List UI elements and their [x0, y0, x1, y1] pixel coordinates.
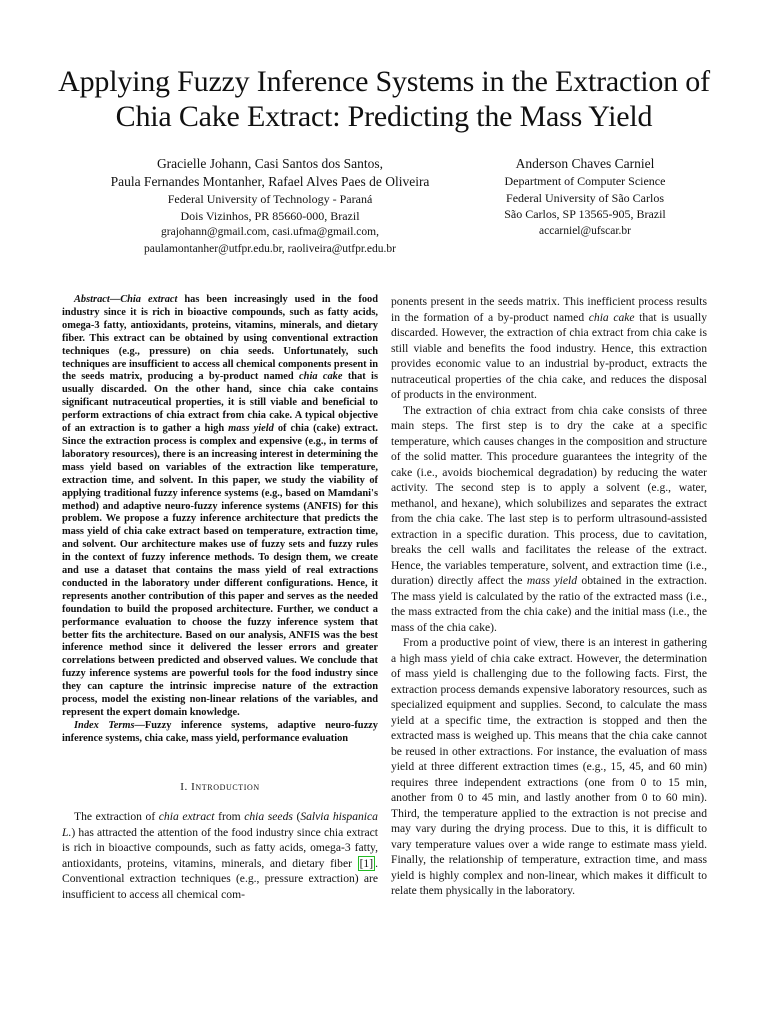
abstract-dash: — [109, 294, 121, 305]
abstract-text-5: mass yield [228, 423, 274, 435]
abstract-text-3: chia cake [299, 371, 343, 383]
authors-block-right [470, 155, 700, 239]
abstract-text-1: Chia extract [120, 294, 178, 305]
index-terms-label: Index Terms [74, 719, 135, 731]
intro-text: ( [292, 810, 301, 824]
email-line-1: grajohann@gmail.com, casi.ufma@gmail.com, [161, 226, 379, 238]
intro-text: . Conventional extraction techniques (e.g., pressure extraction) are insufficient to access all chemical com- [62, 856, 378, 901]
email: accarniel@ufscar.br [539, 224, 631, 237]
intro-text: The extraction of chia extract from chia cake consists of three main steps. The first step is to dry the cake at a specific temperature, which causes changes in the composition and structure of the solid matter. This procedure guarantees the integrity of the cake (i.e., avoids biochemical degradation) by reducing the water activity. The second step is to apply a solvent (e.g., water, methanol, and hexane), which solubilizes and separates the extract from the chia cake. The last step is to perform ultrasound-assisted extraction in a specific duration. This process, due to cavitation, breaks the cell walls and facilitates the release of the extract. Hence, the variables temperature, solvent, and extraction time (i.e., duration) directly affect the [391, 403, 707, 587]
right-column [391, 294, 707, 899]
left-column [62, 294, 378, 902]
index-terms-dash: — [134, 719, 145, 731]
index-terms [62, 720, 378, 746]
abstract [62, 294, 378, 720]
citation-link[interactable]: [1] [359, 856, 374, 870]
intro-text: ) has attracted the attention of the food industry since chia extract is rich in bioactive compounds, such as fatty acids, omega-3 fatty, antioxidants, proteins, vitamins, minerals, and dietary fiber [62, 825, 378, 870]
intro-italic: Salvia hispanica L. [62, 810, 378, 839]
section-number: I. [180, 780, 188, 793]
intro-italic: chia seeds [244, 810, 293, 824]
affiliation-line-2: Dois Vizinhos, PR 85660-000, Brazil [180, 208, 360, 223]
intro-paragraph-1 [62, 809, 378, 902]
index-terms-text: Fuzzy inference systems, adaptive neuro-fuzzy inference systems, chia cake, mass yield, performance evaluation [62, 719, 378, 744]
intro-text: The extraction of [74, 810, 159, 824]
email-line-2: paulamontanher@utfpr.edu.br, raoliveira@utfpr.edu.br [144, 242, 396, 255]
intro-paragraph-2 [391, 403, 707, 636]
author-name: Anderson Chaves Carniel [515, 156, 655, 171]
affiliation-line-1: Federal University of Technology - Paraná [167, 192, 373, 206]
intro-text: ponents present in the seeds matrix. This inefficient process results in the formation of a by-product named [391, 295, 707, 324]
intro-text: obtained in the extraction. The mass yield is calculated by the ratio of the extracted mass (i.e., the mass extracted from the chia cake) and the initial mass (i.e., the mass of the chia cake). [391, 574, 707, 634]
author-names-line-2: Paula Fernandes Montanher, Rafael Alves Paes de Oliveira [110, 174, 430, 189]
location: São Carlos, SP 13565-905, Brazil [504, 207, 666, 221]
section-name: Introduction [191, 780, 260, 793]
section-heading-introduction [62, 780, 378, 796]
intro-italic: chia extract [158, 810, 215, 824]
abstract-text-4: that is usually discarded. On the other hand, since chia cake contains significant nutraceutical properties, it is still viable and beneficial to perform extractions of chia extract from chia cake. A typical objective of an extraction is to gather a high [62, 371, 378, 435]
abstract-text-2: has been increasingly used in the food industry since it is rich in bioactive compounds, such as fatty acids, omega-3 fatty, antioxidants, proteins, vitamins, minerals, and dietary fiber. This extract can be obtained by using conventional extraction techniques (e.g., pressure) on chia seeds. Unfortunately, such techniques are insufficient to access all chemical components present in the seeds matrix, producing a by-product named [62, 294, 378, 383]
intro-text: from [214, 810, 245, 824]
intro-italic: mass yield [526, 574, 578, 587]
abstract-text-6: of chia (cake) extract. Since the extraction process is complex and expensive (e.g., in terms of laboratory resources), there is an increasing interest in determining the mass yield based on variables of the extraction like temperature, extraction time, and solvent. In this paper, we study the viability of applying traditional fuzzy inference systems (e.g., based on Mamdani's method) and adaptive neuro-fuzzy inference systems (ANFIS) for this problem. We propose a fuzzy inference architecture that predicts the mass yield of chia cake extract based on temperature, extraction time, and solvent. Our architecture makes use of fuzzy sets and fuzzy rules in the context of fuzzy inference methods. To design them, we create and use a dataset that contains the mass yield of real extractions conducted in the laboratory under different configurations. Hence, it represents another contribution of this paper and serves as the needed foundation to build the proposed architecture. Further, we conduct a performance evaluation to choose the fuzzy inference system that better fits the architecture. Based on our analysis, ANFIS was the best inference method since it delivered the lesser errors and greater correlations between predicted and observed values. We conclude that fuzzy inference systems are powerful tools for the food industry since they can capture the intrinsic imprecise nature of the extraction process, model the existing non-linear relations of the variables, and represent the expert domain knowledge. [62, 423, 379, 718]
intro-text: that is usually discarded. However, the extraction of chia extract from chia cake is still viable and benefits the food industry. Hence, this extraction provides economic value to an industrial by-product, extracts the nutraceutical properties of the chia cake, and reduces the disposal of products in the environment. [391, 310, 707, 401]
authors-block-left [70, 155, 470, 257]
author-names-line-1: Gracielle Johann, Casi Santos dos Santos, [156, 156, 384, 171]
intro-paragraph-continued [391, 294, 707, 403]
university: Federal University of São Carlos [506, 190, 664, 205]
department: Department of Computer Science [504, 174, 666, 188]
intro-italic: chia cake [588, 310, 635, 324]
abstract-label: Abstract [74, 294, 110, 305]
intro-paragraph-3: From a productive point of view, there is an interest in gathering a high mass yield of chia cake extract. However, the determination of mass yield is challenging due to the following facts. First, the extraction process demands expensive laboratory resources, such as specialized equipment and supplies. Second, to calculate the mass yield at a specific time, the extraction is stopped and then the extracted mass is weighed up. This means that the chia cake cannot be reused in other extractions. For instance, the evaluation of mass yield at three different extraction times (e.g., 15, 45, and 60 min) requires three independent extractions (one from 0 to 15 min, another from 0 to 45 min, and lastly another from 0 to 60 min). Third, the temperature applied to the extraction is not precise and may vary during the drying process. Due to this, it is difficult to vary temperature values over a wide range to estimate mass yield. Finally, the relationship of temperature, extraction time, and mass yield is highly complex and non-linear, which makes it difficult to relate them physically in the laboratory. [391, 636, 707, 897]
paper-title: Applying Fuzzy Inference Systems in the Extraction of Chia Cake Extract: Predicting the Mass Yield [58, 65, 710, 133]
